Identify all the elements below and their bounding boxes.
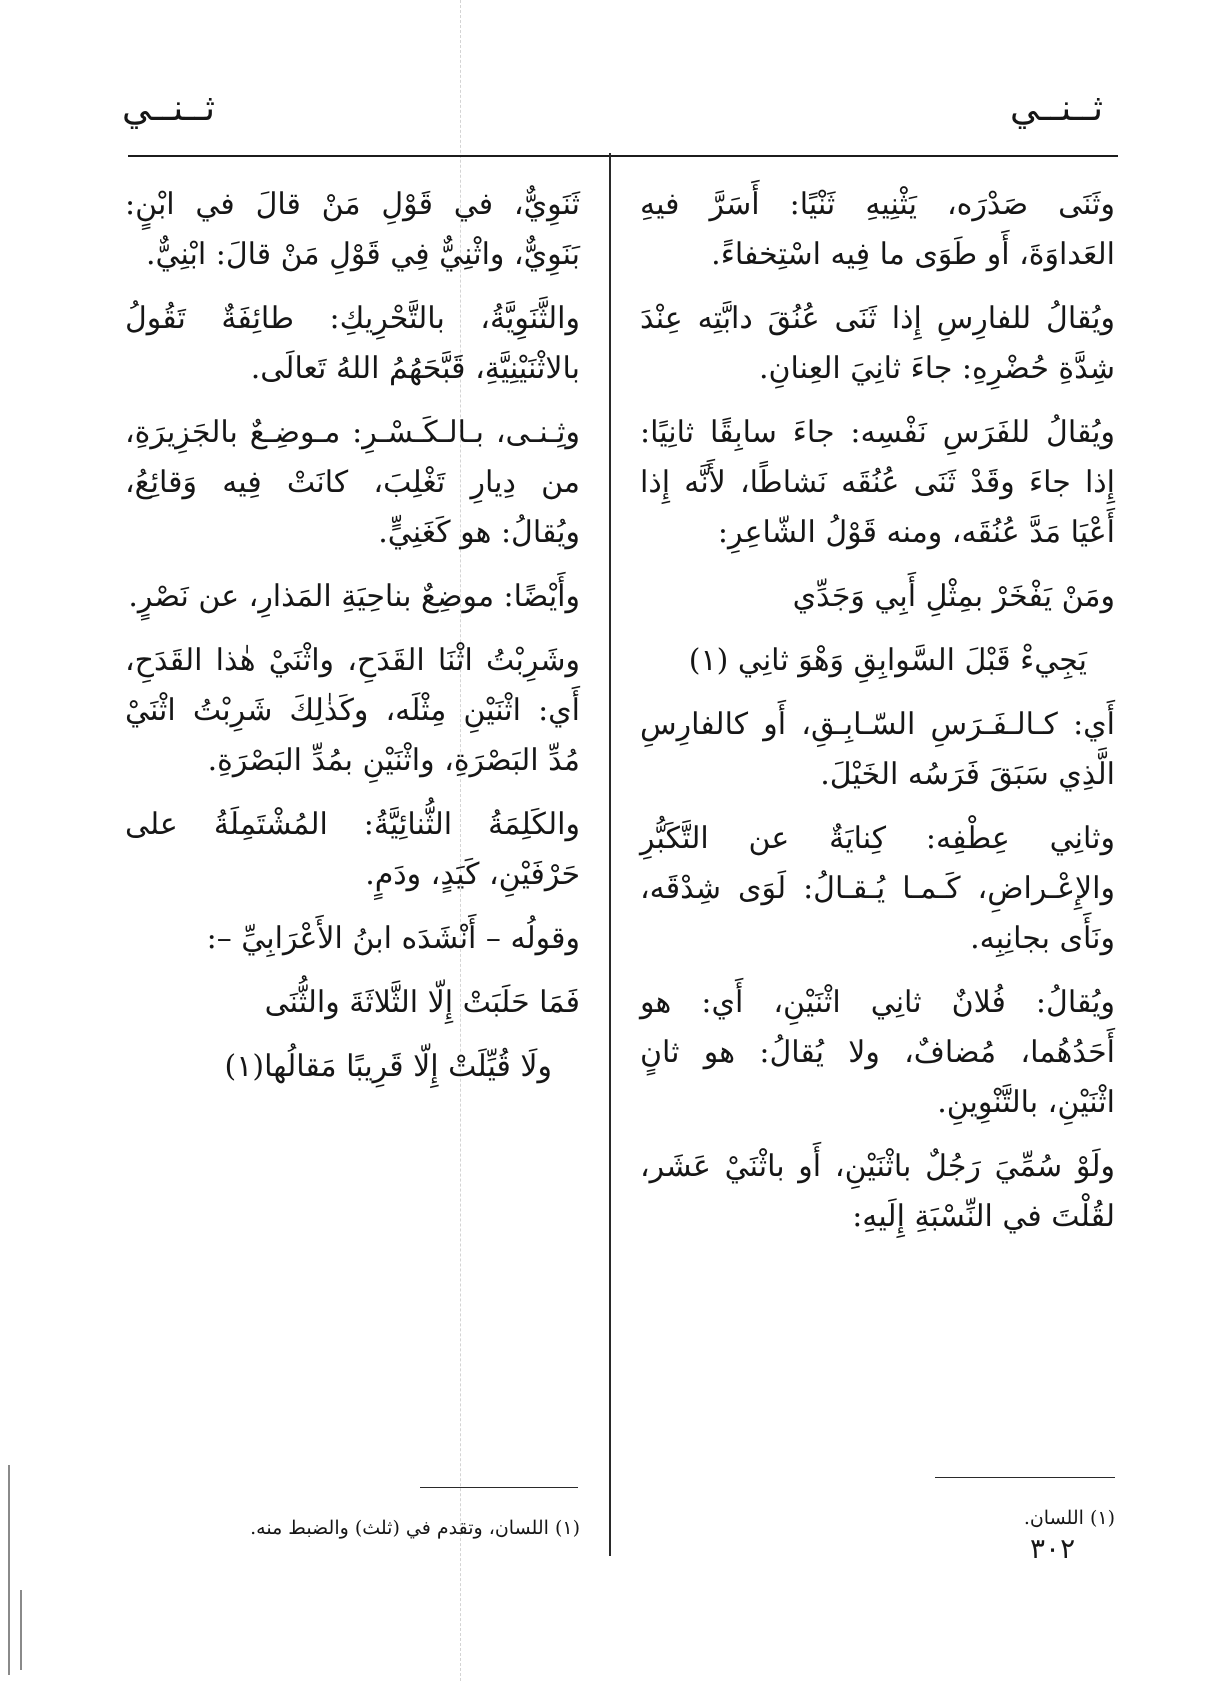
scan-margin-mark bbox=[20, 1590, 22, 1670]
footnote-right: (١) اللسان. bbox=[1023, 1507, 1115, 1529]
left-column bbox=[125, 180, 580, 1106]
paragraph: وثانِي عِطْفِه: كِنايَةٌ عن التَّكَبُّرِ والإِعْـراضِ، كَـمـا يُـقـالُ: لَوَى شِدْقَه، ونَأَى بجانِبِه. bbox=[640, 821, 1115, 956]
scan-margin-mark bbox=[8, 1465, 10, 1675]
verse-line: يَجِيءْ قَبْلَ السَّوابِقِ وَهْوَ ثانِي (١) bbox=[688, 643, 1087, 678]
paragraph: ثَنَوِيٌّ، في قَوْلِ مَنْ قالَ في ابْنٍ: بَنَوِيٌّ، واثْنِيٌّ فِي قَوْلِ مَنْ قالَ: ابْنِيٌّ. bbox=[125, 187, 580, 272]
paragraph: وثَنَى صَدْرَه، يَثْنِيهِ ثَنْيًا: أَسَرَّ فيهِ العَداوَةَ، أَو طَوَى ما فِيه اسْتِخفاءً. bbox=[640, 187, 1115, 272]
column-divider bbox=[609, 153, 611, 1556]
running-header-right: ثــنــي bbox=[1010, 88, 1104, 129]
paragraph: وثِـنـى، بـالـكَـسْـرِ: مـوضِـعٌ بالجَزِيرَةِ، من دِيارِ تَغْلِبَ، كانَتْ فِيه وَقائِعُ، ويُقالُ: هو كَغَنِيٍّ. bbox=[125, 415, 580, 550]
footnote-left: (١) اللسان، وتقدم في (ثلث) والضبط منه. bbox=[250, 1517, 580, 1539]
paragraph: ويُقالُ للفَرَسِ نَفْسِه: جاءَ سابِقًا ثانِيًا: إِذا جاءَ وقَدْ ثَنَى عُنُقَه نَشاطًا، لأَنَّه إِذا أَعْيَا مَدَّ عُنُقَه، ومنه قَوْلُ الشّاعِرِ: bbox=[640, 415, 1115, 550]
paragraph: وأَيْضًا: موضِعٌ بناحِيَةِ المَذارِ، عن نَصْرٍ. bbox=[128, 579, 580, 614]
paragraph: ويُقالُ للفارِسِ إِذا ثَنَى عُنُقَ دابَّتِه عِنْدَ شِدَّةِ حُضْرِهِ: جاءَ ثانِيَ العِنانِ. bbox=[640, 301, 1115, 386]
paragraph: أَي: كـالـفَـرَسِ السّـابِـقِ، أَو كالفارِسِ الَّذِي سَبَقَ فَرَسُه الخَيْلَ. bbox=[640, 707, 1115, 792]
paragraph: وقولُه – أَنْشَدَه ابنُ الأَعْرَابِيِّ –: bbox=[206, 921, 580, 956]
footnote-rule-left bbox=[420, 1487, 578, 1488]
running-header-left: ثــنــي bbox=[122, 88, 216, 129]
paragraph: ولَوْ سُمِّيَ رَجُلٌ باثْنَيْنِ، أَو باثْنَيْ عَشَر، لقُلْتَ في النِّسْبَةِ إِلَيهِ: bbox=[640, 1149, 1115, 1234]
paragraph: ويُقالُ: فُلانٌ ثانِي اثْنَيْنِ، أَي: هو أَحَدُهُما، مُضافٌ، ولا يُقالُ: هو ثانٍ اثْنَيْنِ، بالتَّنْوِينِ. bbox=[640, 985, 1115, 1120]
paragraph: وشَرِبْتُ اثْنَا القَدَحِ، واثْنَيْ هٰذا القَدَحِ، أَي: اثْنَيْنِ مِثْلَه، وكَذٰلِكَ شَرِبْتُ اثْنَيْ مُدِّ البَصْرَةِ، واثْنَيْنِ بمُدِّ البَصْرَةِ. bbox=[125, 643, 580, 778]
header-rule bbox=[128, 155, 1118, 157]
verse-line: ومَنْ يَفْخَرْ بمِثْلِ أَبِي وَجَدِّي bbox=[792, 579, 1115, 614]
footnote-rule-right bbox=[935, 1477, 1115, 1478]
paragraph: والثَّنَوِيَّةُ، بالتَّحْرِيكِ: طائِفَةٌ تَقُولُ بالاثْنَيْنِيَّةِ، قَبَّحَهُمُ اللهُ تَعالَى. bbox=[125, 301, 580, 386]
verse-line: فَمَا حَلَبَتْ إِلّا الثَّلاثَةَ والثُّنَى bbox=[264, 985, 580, 1020]
page-number: ٣٠٢ bbox=[1030, 1532, 1076, 1565]
paragraph: والكَلِمَةُ الثُّنائِيَّةُ: المُشْتَمِلَةُ على حَرْفَيْنِ، كَيَدٍ، ودَمٍ. bbox=[125, 807, 580, 892]
verse-line: ولَا قُيِّلَتْ إِلّا قَرِيبًا مَقالُها(١) bbox=[224, 1049, 552, 1084]
right-column bbox=[640, 180, 1115, 1256]
